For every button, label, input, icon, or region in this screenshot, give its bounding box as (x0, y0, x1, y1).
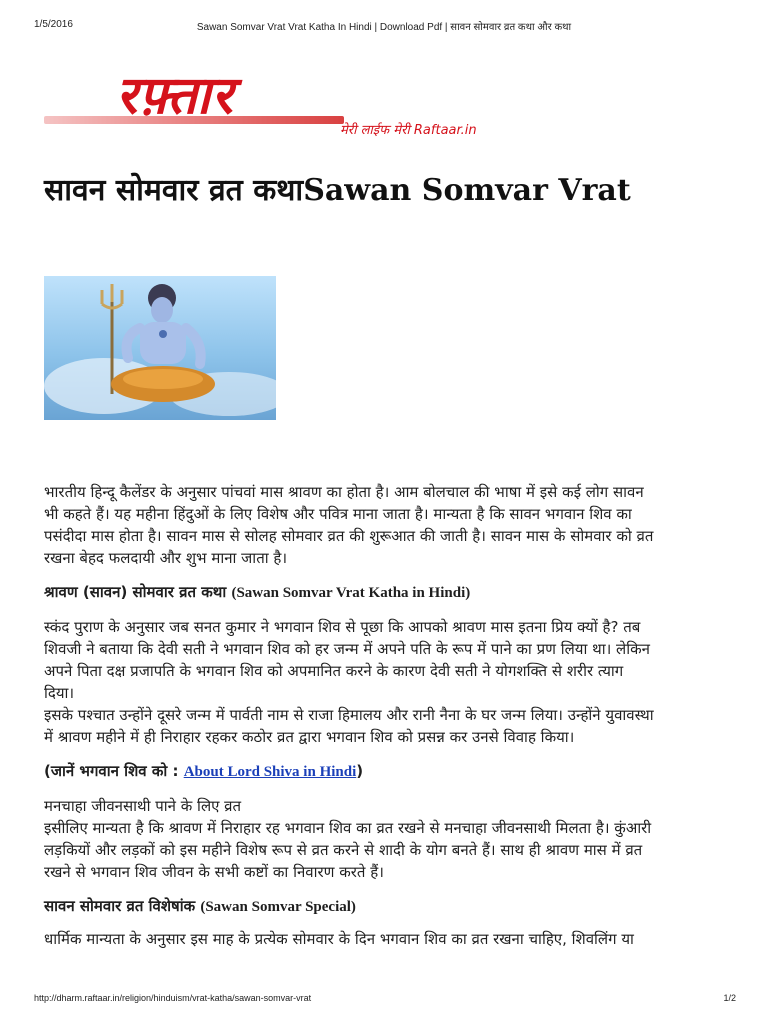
lord-shiva-image (44, 276, 276, 420)
intro-line-1: भारतीय हिन्दू कैलेंडर के अनुसार पांचवां मास श्रावण का होता है। आम बोलचाल की भाषा में इसे कई लोग सावन (44, 483, 644, 501)
katha-line-5: इसके पश्चात उन्होंने दूसरे जन्म में पार्वती नाम से राजा हिमालय और रानी नैना के घर जन्म लिया। उन्होंने युवावस्था (44, 706, 654, 724)
know-more-prefix: (जानें भगवान शिव को (44, 762, 168, 780)
intro-line-2: भी कहते हैं। यह महीना हिंदुओं के लिए विशेष और पवित्र माना जाता है। मान्यता है कि सावन भगवान शिव का (44, 505, 632, 523)
section-heading-katha (44, 581, 730, 604)
katha-line-6: में श्रावण महीने में ही निराहार रहकर कठोर व्रत द्वारा भगवान शिव को प्रसन्न कर उनसे विवाह किया। (44, 728, 575, 746)
section-heading-katha-english: (Sawan Somvar Vrat Katha in Hindi) (231, 585, 471, 601)
logo-wordmark: रफ़्तार (116, 66, 234, 126)
katha-line-2: शिवजी ने बताया कि देवी सती ने भगवान शिव को हर जन्म में अपने पति के रूप में पाने का प्रण लिया था। लेकिन (44, 640, 650, 658)
section-heading-special (44, 895, 730, 918)
wish-line-1: मनचाहा जीवनसाथी पाने के लिए व्रत (44, 797, 242, 815)
print-page-title: Sawan Somvar Vrat Vrat Katha In Hindi | Download Pdf | सावन सोमवार व्रत कथा और कथा (196, 22, 572, 33)
intro-line-4: रखना बेहद फलदायी और शुभ माना जाता है। (44, 549, 288, 567)
wish-line-4: रखने से भगवान शिव जीवन के सभी कष्टों का निवारण करते हैं। (44, 863, 384, 881)
print-date: 1/5/2016 (34, 19, 73, 30)
katha-line-1: स्कंद पुराण के अनुसार जब सनत कुमार ने भगवान शिव से पूछा कि आपको श्रावण मास इतना प्रिय क्यों है? तब (44, 618, 641, 636)
page-title (44, 168, 631, 209)
section-heading-special-hindi: सावन सोमवार व्रत विशेषांक (44, 897, 196, 915)
know-more-sep: : (167, 762, 184, 780)
page-title-hindi: सावन सोमवार व्रत कथा (44, 173, 304, 208)
about-lord-shiva-link[interactable]: About Lord Shiva in Hindi (183, 764, 357, 780)
wish-line-3: लड़कियों और लड़कों को इस महीने विशेष रूप से व्रत करने से शादी के योग बनते हैं। साथ ही श्रावण मास में व्रत (44, 841, 643, 859)
intro-line-3: पसंदीदा मास होता है। सावन मास से सोलह सोमवार व्रत की शुरूआत की जाती है। सावन मास के सोमवार को व्रत (44, 527, 654, 545)
wish-line-2: इसीलिए मान्यता है कि श्रावण में निराहार रह भगवान शिव का व्रत रखने से मनचाहा जीवनसाथी मिलता है। कुंआरी (44, 819, 652, 837)
special-line-1: धार्मिक मान्यता के अनुसार इस माह के प्रत्येक सोमवार के दिन भगवान शिव का व्रत रखना चाहिए, शिवलिंग या (44, 930, 634, 948)
know-more-suffix: ) (356, 762, 364, 780)
raftaar-logo[interactable] (44, 66, 514, 142)
know-more-line (44, 760, 730, 783)
katha-line-4: दिया। (44, 684, 75, 702)
shiva-illustration (44, 276, 276, 420)
footer-url: http://dharm.raftaar.in/religion/hinduism/vrat-katha/sawan-somvar-vrat (34, 993, 312, 1003)
footer-page-number: 1/2 (723, 993, 736, 1003)
section-heading-katha-hindi: श्रावण (सावन) सोमवार व्रत कथा (44, 583, 227, 601)
katha-line-3: अपने पिता दक्ष प्रजापति के भगवान शिव को अपमानित करने के कारण देवी सती ने योगशक्ति से शरीर त्याग (44, 662, 624, 680)
section-heading-special-english: (Sawan Somvar Special) (200, 899, 356, 915)
logo-tagline: मेरी लाईफ मेरी Raftaar.in (340, 123, 477, 138)
page-title-english: Sawan Somvar Vrat (303, 173, 631, 208)
article-body (44, 481, 730, 950)
